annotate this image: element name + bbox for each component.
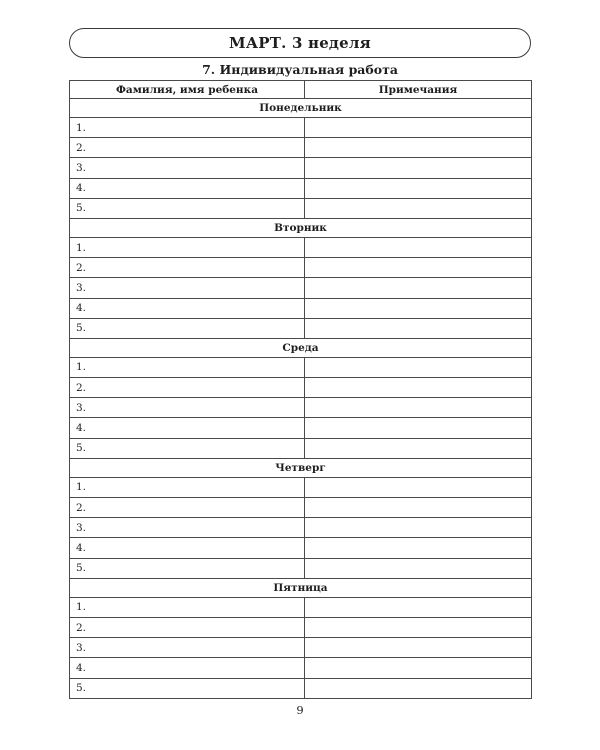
table-row — [70, 198, 532, 218]
table-row — [70, 438, 532, 458]
child-name-cell[interactable]: 4. — [70, 178, 305, 198]
notes-cell[interactable] — [305, 558, 532, 578]
day-row — [70, 578, 532, 597]
table-row — [70, 678, 532, 698]
notes-cell[interactable] — [305, 258, 532, 278]
child-name-cell[interactable]: 5. — [70, 438, 305, 458]
child-name-cell[interactable]: 3. — [70, 638, 305, 658]
table-row — [70, 518, 532, 538]
day-row — [70, 458, 532, 477]
table-row — [70, 298, 532, 318]
child-name-cell[interactable]: 3. — [70, 518, 305, 538]
table-row — [70, 258, 532, 278]
notes-cell[interactable] — [305, 278, 532, 298]
notes-cell[interactable] — [305, 477, 532, 497]
notes-cell[interactable] — [305, 538, 532, 558]
day-row — [70, 218, 532, 237]
notes-cell[interactable] — [305, 658, 532, 678]
child-name-cell[interactable]: 4. — [70, 418, 305, 438]
notes-cell[interactable] — [305, 198, 532, 218]
table-row — [70, 538, 532, 558]
notes-cell[interactable] — [305, 318, 532, 338]
child-name-cell[interactable]: 5. — [70, 198, 305, 218]
notes-cell[interactable] — [305, 118, 532, 138]
table-body — [70, 99, 532, 699]
individual-work-table — [69, 80, 532, 699]
child-name-cell[interactable]: 4. — [70, 298, 305, 318]
table-row — [70, 658, 532, 678]
child-name-cell[interactable]: 2. — [70, 258, 305, 278]
table-row — [70, 498, 532, 518]
table-header-row — [70, 81, 532, 99]
notes-cell[interactable] — [305, 498, 532, 518]
table-row — [70, 138, 532, 158]
child-name-cell[interactable]: 1. — [70, 357, 305, 377]
notes-cell[interactable] — [305, 638, 532, 658]
table-row — [70, 357, 532, 377]
page-number: 9 — [296, 703, 304, 717]
child-name-cell[interactable]: 5. — [70, 558, 305, 578]
day-row — [70, 338, 532, 357]
day-label: Пятница — [70, 578, 532, 597]
table-row — [70, 237, 532, 257]
table-row — [70, 558, 532, 578]
table-row — [70, 178, 532, 198]
child-name-cell[interactable]: 1. — [70, 237, 305, 257]
notes-cell[interactable] — [305, 597, 532, 617]
table-row — [70, 418, 532, 438]
table-row — [70, 318, 532, 338]
page-title: МАРТ. 3 неделя — [229, 34, 371, 52]
notes-cell[interactable] — [305, 237, 532, 257]
child-name-cell[interactable]: 3. — [70, 278, 305, 298]
child-name-cell[interactable]: 2. — [70, 617, 305, 637]
child-name-cell[interactable]: 4. — [70, 538, 305, 558]
child-name-cell[interactable]: 3. — [70, 398, 305, 418]
child-name-cell[interactable]: 2. — [70, 498, 305, 518]
child-name-cell[interactable]: 1. — [70, 477, 305, 497]
notes-cell[interactable] — [305, 518, 532, 538]
notes-cell[interactable] — [305, 178, 532, 198]
header-pill — [69, 28, 531, 58]
table-row — [70, 597, 532, 617]
table-row — [70, 378, 532, 398]
notes-cell[interactable] — [305, 418, 532, 438]
child-name-cell[interactable]: 5. — [70, 318, 305, 338]
day-label: Вторник — [70, 218, 532, 237]
child-name-cell[interactable]: 5. — [70, 678, 305, 698]
notes-cell[interactable] — [305, 398, 532, 418]
child-name-cell[interactable]: 1. — [70, 597, 305, 617]
table-row — [70, 617, 532, 637]
child-name-cell[interactable]: 2. — [70, 378, 305, 398]
table-row — [70, 278, 532, 298]
notes-cell[interactable] — [305, 678, 532, 698]
notes-cell[interactable] — [305, 617, 532, 637]
day-row — [70, 99, 532, 118]
notes-cell[interactable] — [305, 357, 532, 377]
section-title: 7. Индивидуальная работа — [202, 62, 398, 77]
notes-cell[interactable] — [305, 138, 532, 158]
table-row — [70, 398, 532, 418]
notes-cell[interactable] — [305, 378, 532, 398]
child-name-cell[interactable]: 3. — [70, 158, 305, 178]
child-name-cell[interactable]: 2. — [70, 138, 305, 158]
table-row — [70, 158, 532, 178]
table-row — [70, 638, 532, 658]
day-label: Среда — [70, 338, 532, 357]
column-header-notes: Примечания — [305, 81, 532, 99]
table-row — [70, 118, 532, 138]
notes-cell[interactable] — [305, 438, 532, 458]
notes-cell[interactable] — [305, 158, 532, 178]
child-name-cell[interactable]: 1. — [70, 118, 305, 138]
table-row — [70, 477, 532, 497]
notes-cell[interactable] — [305, 298, 532, 318]
column-header-name: Фамилия, имя ребенка — [70, 81, 305, 99]
child-name-cell[interactable]: 4. — [70, 658, 305, 678]
day-label: Четверг — [70, 458, 532, 477]
day-label: Понедельник — [70, 99, 532, 118]
